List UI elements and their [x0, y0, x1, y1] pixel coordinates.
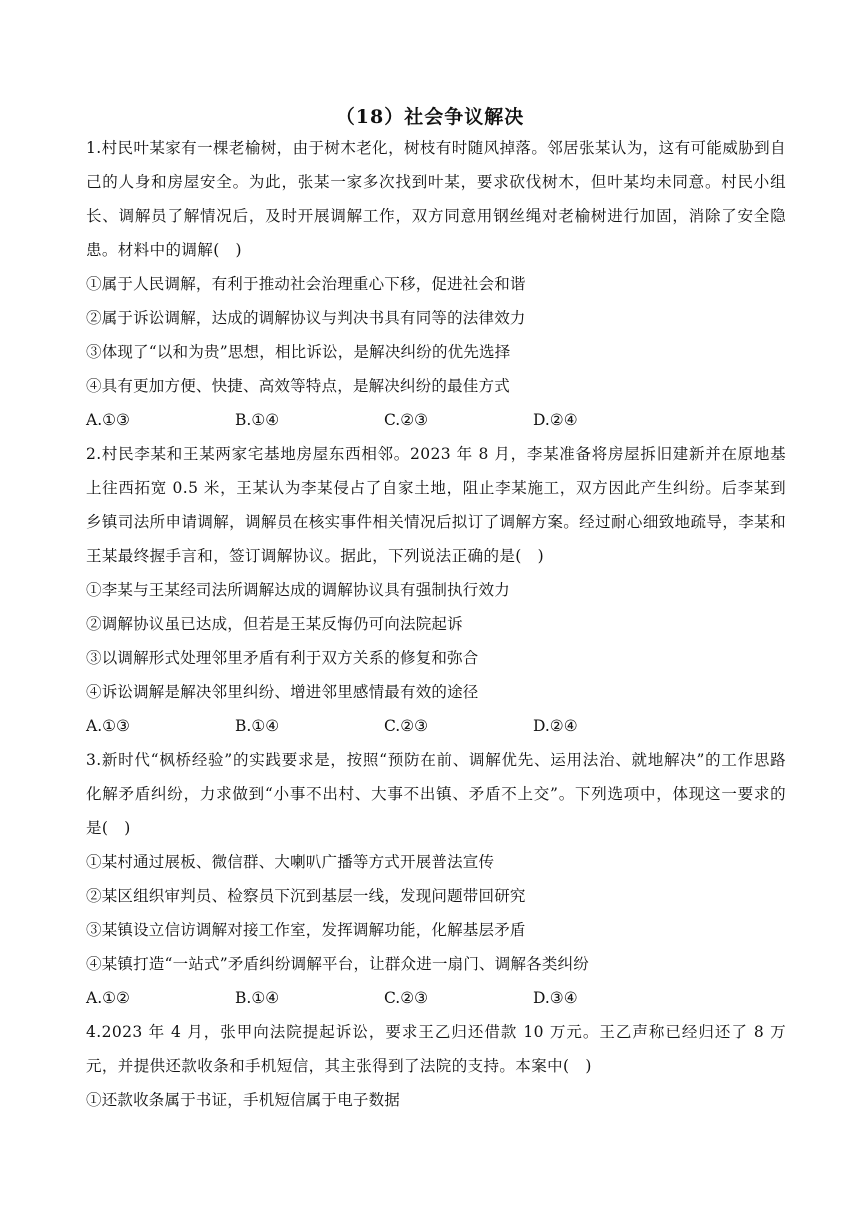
choice-b: B.①④ [235, 717, 280, 735]
choice-c: C.②③ [384, 411, 429, 429]
question-option: ④具有更加方便、快捷、高效等特点，是解决纠纷的最佳方式 [86, 377, 510, 395]
question-stem: 1.村民叶某家有一棵老榆树，由于树木老化，树枝有时随风掉落。邻居张某认为，这有可能威胁到自己的人身和房屋安全。为此，张某一家多次找到叶某，要求砍伐树木，但叶某均未同意。村民小组长、调解员了解情况后，及时开展调解工作，双方同意用钢丝绳对老榆树进行加固，消除了安全隐患。材料中的调解( ) [86, 139, 786, 259]
choice-c: C.②③ [384, 717, 429, 735]
question-option: ①属于人民调解，有利于推动社会治理重心下移，促进社会和谐 [86, 275, 526, 293]
question-option: ①某村通过展板、微信群、大喇叭广播等方式开展普法宣传 [86, 853, 495, 871]
question-option: ①还款收条属于书证，手机短信属于电子数据 [86, 1091, 401, 1109]
question-2 [86, 437, 786, 743]
choice-d: D.③④ [533, 989, 578, 1007]
question-option: ④诉讼调解是解决邻里纠纷、增进邻里感情最有效的途径 [86, 683, 479, 701]
choice-c: C.②③ [384, 989, 429, 1007]
choice-d: D.②④ [533, 411, 578, 429]
question-1 [86, 131, 786, 437]
question-option: ③以调解形式处理邻里矛盾有利于双方关系的修复和弥合 [86, 649, 479, 667]
answer-choices [86, 709, 786, 743]
question-stem: 4.2023 年 4 月，张甲向法院提起诉讼，要求王乙归还借款 10 万元。王乙声称已经归还了 8 万元，并提供还款收条和手机短信，其主张得到了法院的支持。本案中( ) [86, 1023, 786, 1075]
question-option: ②调解协议虽已达成，但若是王某反悔仍可向法院起诉 [86, 615, 463, 633]
question-3 [86, 743, 786, 1015]
choice-d: D.②④ [533, 717, 578, 735]
question-option: ④某镇打造“一站式”矛盾纠纷调解平台，让群众进一扇门、调解各类纠纷 [86, 955, 589, 973]
choice-b: B.①④ [235, 989, 280, 1007]
answer-choices [86, 981, 786, 1015]
questions-container [86, 131, 786, 1117]
question-option: ③体现了“以和为贵”思想，相比诉讼，是解决纠纷的优先选择 [86, 343, 511, 361]
choice-a: A.①② [86, 989, 130, 1007]
question-option: ②某区组织审判员、检察员下沉到基层一线，发现问题带回研究 [86, 887, 526, 905]
choice-a: A.①③ [86, 411, 130, 429]
choice-a: A.①③ [86, 717, 130, 735]
question-option: ③某镇设立信访调解对接工作室，发挥调解功能，化解基层矛盾 [86, 921, 526, 939]
page-title: （18）社会争议解决 [335, 106, 525, 128]
question-stem: 3.新时代“枫桥经验”的实践要求是，按照“预防在前、调解优先、运用法治、就地解决”的工作思路化解矛盾纠纷，力求做到“小事不出村、大事不出镇、矛盾不上交”。下列选项中，体现这一要求的是( ) [86, 751, 786, 837]
question-stem: 2.村民李某和王某两家宅基地房屋东西相邻。2023 年 8 月，李某准备将房屋拆旧建新并在原地基上往西拓宽 0.5 米，王某认为李某侵占了自家土地，阻止李某施工，双方因此产生纠纷。后李某到乡镇司法所申请调解，调解员在核实事件相关情况后拟订了调解方案。经过耐心细致地疏导，李某和王某最终握手言和，签订调解协议。据此，下列说法正确的是( ) [86, 445, 786, 565]
choice-b: B.①④ [235, 411, 280, 429]
question-4 [86, 1015, 786, 1117]
answer-choices [86, 403, 786, 437]
question-option: ①李某与王某经司法所调解达成的调解协议具有强制执行效力 [86, 581, 510, 599]
question-option: ②属于诉讼调解，达成的调解协议与判决书具有同等的法律效力 [86, 309, 526, 327]
